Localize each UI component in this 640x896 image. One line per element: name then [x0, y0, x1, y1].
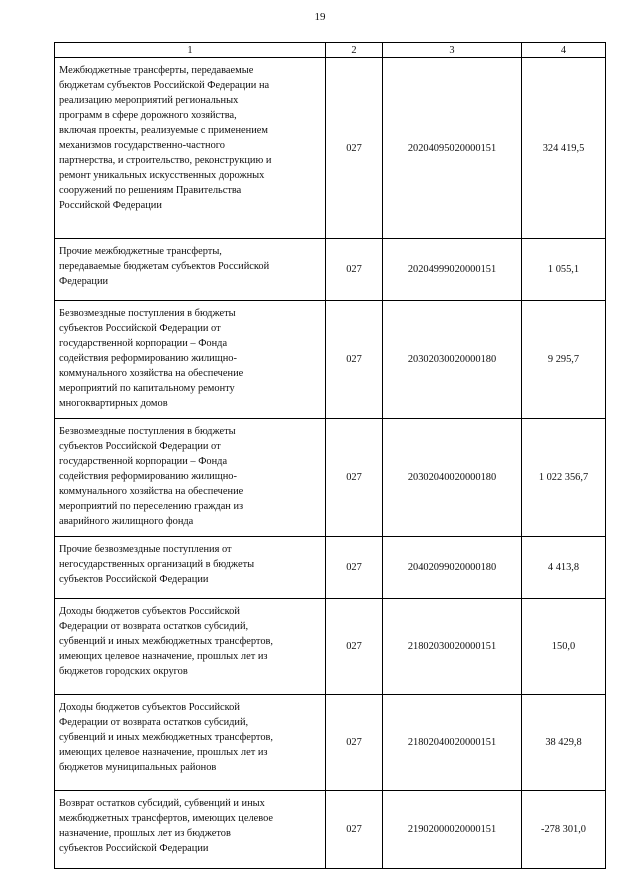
- column-header-1: 1: [55, 43, 326, 58]
- row-amount: -278 301,0: [522, 791, 606, 869]
- row-admin-code: 027: [326, 791, 383, 869]
- row-admin-code: 027: [326, 695, 383, 791]
- row-description: Межбюджетные трансферты, передаваемые бюджетам субъектов Российской Федерации на реализацию мероприятий региональных программ в сфере дорожного хозяйства, включая проекты, реализуемые с применением механизмов государственно-частного партнерства, и строительство, реконструкцию и ремонт уникальных искусственных дорожных сооружений по решениям Правительства Российской Федерации: [55, 58, 326, 239]
- row-revenue-code: 20302040020000180: [383, 419, 522, 537]
- table-row: [55, 239, 606, 301]
- table-row: [55, 695, 606, 791]
- row-description: Доходы бюджетов субъектов Российской Федерации от возврата остатков субсидий, субвенций и иных межбюджетных трансфертов, имеющих целевое назначение, прошлых лет из бюджетов муниципальных районов: [55, 695, 326, 791]
- row-amount: 38 429,8: [522, 695, 606, 791]
- row-admin-code: 027: [326, 419, 383, 537]
- table-row: [55, 537, 606, 599]
- row-revenue-code: 20204999020000151: [383, 239, 522, 301]
- column-header-2: 2: [326, 43, 383, 58]
- row-admin-code: 027: [326, 599, 383, 695]
- row-description: Возврат остатков субсидий, субвенций и иных межбюджетных трансфертов, имеющих целевое назначение, прошлых лет из бюджетов субъектов Российской Федерации: [55, 791, 326, 869]
- table-row: [55, 419, 606, 537]
- row-admin-code: 027: [326, 239, 383, 301]
- row-revenue-code: 21802030020000151: [383, 599, 522, 695]
- row-amount: 150,0: [522, 599, 606, 695]
- row-admin-code: 027: [326, 537, 383, 599]
- table-header-row: [55, 43, 606, 58]
- row-amount: 4 413,8: [522, 537, 606, 599]
- budget-table: [54, 42, 606, 869]
- row-amount: 1 022 356,7: [522, 419, 606, 537]
- table-row: [55, 301, 606, 419]
- page-number: 19: [314, 11, 326, 23]
- row-revenue-code: 21902000020000151: [383, 791, 522, 869]
- row-admin-code: 027: [326, 301, 383, 419]
- row-description: Прочие межбюджетные трансферты, передаваемые бюджетам субъектов Российской Федерации: [55, 239, 326, 301]
- row-description: Доходы бюджетов субъектов Российской Федерации от возврата остатков субсидий, субвенций и иных межбюджетных трансфертов, имеющих целевое назначение, прошлых лет из бюджетов городских округов: [55, 599, 326, 695]
- row-description: Прочие безвозмездные поступления от негосударственных организаций в бюджеты субъектов Российской Федерации: [55, 537, 326, 599]
- row-amount: 9 295,7: [522, 301, 606, 419]
- row-description: Безвозмездные поступления в бюджеты субъектов Российской Федерации от государственной корпорации – Фонда содействия реформированию жилищно- коммунального хозяйства на обеспечение мероприятий по переселению граждан из аварийного жилищного фонда: [55, 419, 326, 537]
- table-row: [55, 599, 606, 695]
- row-revenue-code: 21802040020000151: [383, 695, 522, 791]
- row-amount: 324 419,5: [522, 58, 606, 239]
- row-amount: 1 055,1: [522, 239, 606, 301]
- row-revenue-code: 20204095020000151: [383, 58, 522, 239]
- row-admin-code: 027: [326, 58, 383, 239]
- row-description: Безвозмездные поступления в бюджеты субъектов Российской Федерации от государственной корпорации – Фонда содействия реформированию жилищно- коммунального хозяйства на обеспечение мероприятий по капитальному ремонту многоквартирных домов: [55, 301, 326, 419]
- column-header-4: 4: [522, 43, 606, 58]
- column-header-3: 3: [383, 43, 522, 58]
- row-revenue-code: 20302030020000180: [383, 301, 522, 419]
- table-row: [55, 58, 606, 239]
- table-row: [55, 791, 606, 869]
- row-revenue-code: 20402099020000180: [383, 537, 522, 599]
